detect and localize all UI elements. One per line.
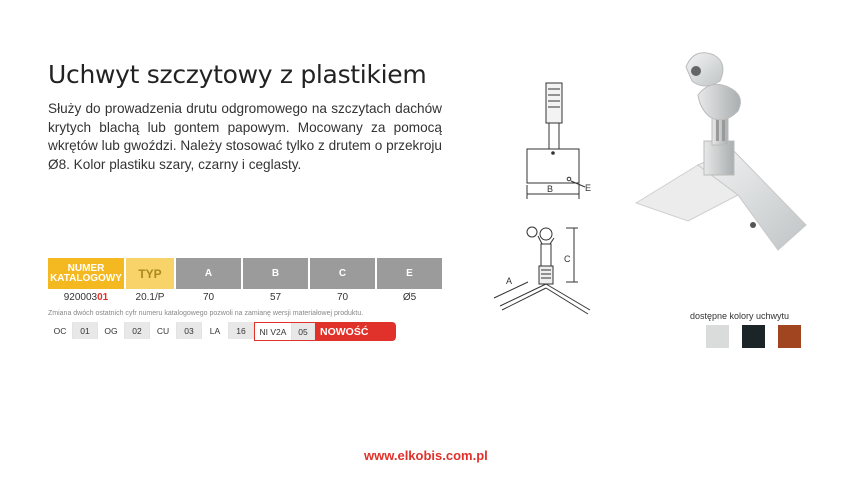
value-catalog-number	[48, 292, 124, 303]
dim-label-a: A	[506, 276, 513, 286]
value-c: 70	[336, 292, 349, 303]
header-a: A	[176, 258, 241, 289]
color-swatch-brick	[778, 325, 801, 348]
material-code: 16	[229, 322, 254, 339]
catalog-suffix: 01	[97, 292, 109, 303]
color-swatch-gray	[706, 325, 729, 348]
page-title: Uchwyt szczytowy z plastikiem	[48, 60, 427, 89]
value-b: 57	[269, 292, 282, 303]
catalog-prefix: 920003	[63, 292, 98, 303]
material-name: CU	[150, 322, 177, 339]
value-type: 20.1/P	[135, 292, 165, 303]
header-c: C	[310, 258, 375, 289]
spec-header-row	[48, 258, 444, 289]
value-e: Ø5	[402, 292, 417, 303]
spec-table	[48, 258, 444, 341]
new-material-code: 05	[292, 323, 315, 340]
spec-value-row	[48, 292, 444, 303]
color-swatch-black	[742, 325, 765, 348]
dim-label-b: B	[547, 184, 554, 194]
side-view-drawing	[488, 218, 603, 318]
material-code: 01	[73, 322, 98, 339]
material-name: LA	[202, 322, 229, 339]
material-codes	[48, 322, 444, 341]
header-e: E	[377, 258, 442, 289]
material-name: OG	[98, 322, 125, 339]
website-link[interactable]: www.elkobis.com.pl	[364, 448, 488, 463]
dim-label-e: E	[585, 183, 592, 193]
material-code: 03	[177, 322, 202, 339]
product-image	[628, 45, 813, 260]
header-type: TYP	[126, 258, 174, 289]
new-material-name: NI V2A	[255, 323, 292, 340]
material-name: OC	[48, 322, 73, 339]
colors-label: dostępne kolory uchwytu	[690, 311, 790, 321]
value-a: 70	[202, 292, 215, 303]
dim-label-c: C	[564, 254, 571, 264]
header-b: B	[243, 258, 308, 289]
front-view-drawing	[505, 75, 605, 205]
header-catalog-number: NUMER KATALOGOWY	[48, 258, 124, 289]
material-code: 02	[125, 322, 150, 339]
new-material-group	[254, 322, 316, 341]
product-description: Służy do prowadzenia drutu odgromowego na szczytach dachów krytych blachą lub gontem papowym. Mocowany za pomocą wkrętów lub gwoździ. Należy stosować tylko z drutem o przekroju Ø8. Kolor plastiku szary, czarny i ceglasty.	[48, 101, 442, 172]
catalog-note: Zmiana dwóch ostatnich cyfr numeru katalogowego pozwoli na zamianę wersji materiałowej produktu.	[48, 310, 364, 317]
new-badge: NOWOŚĆ	[316, 322, 396, 341]
